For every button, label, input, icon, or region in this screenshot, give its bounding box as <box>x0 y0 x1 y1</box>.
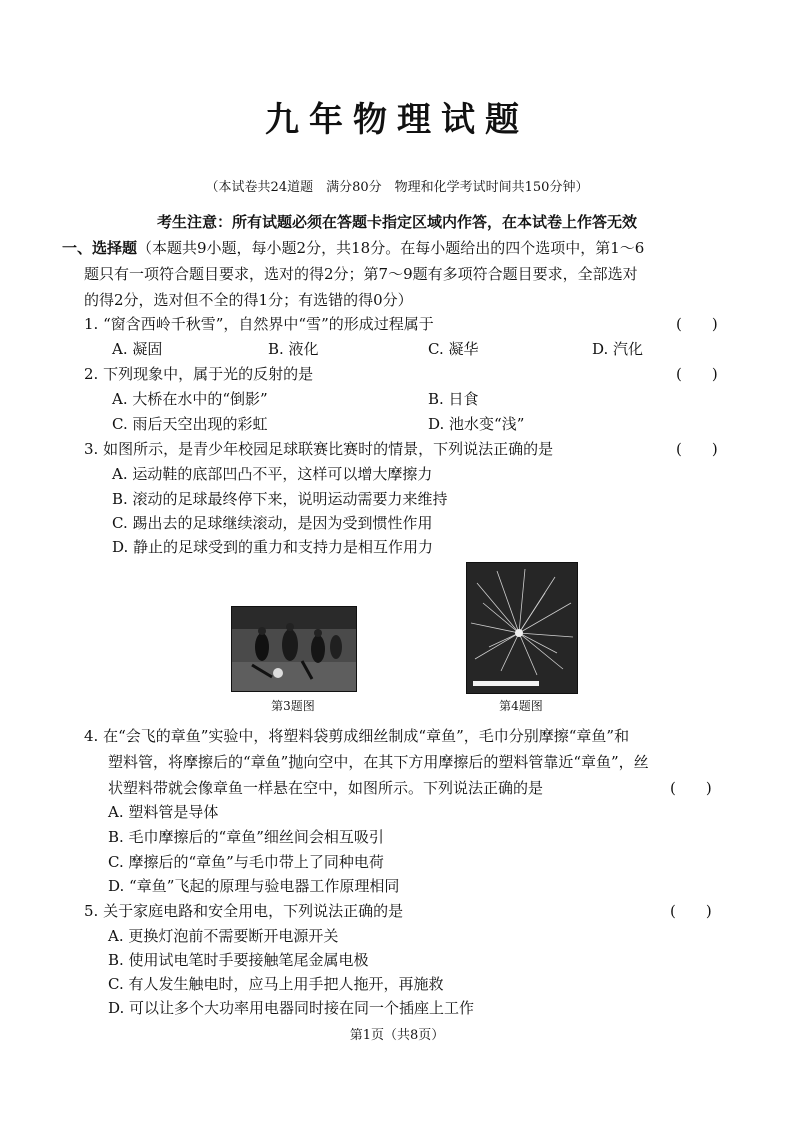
question-3-option-c: C. 踢出去的足球继续滚动，是因为受到惯性作用 <box>112 514 433 532</box>
figure-4-caption: 第4题图 <box>499 699 543 713</box>
section-label: 一、选择题 <box>62 239 138 257</box>
question-1-option-a: A. 凝固 <box>112 340 163 358</box>
question-5-option-d: D. 可以让多个大功率用电器同时接在同一个插座上工作 <box>108 999 475 1017</box>
football-match-photo <box>231 606 357 692</box>
question-5-answer-bracket: ( ) <box>670 902 712 920</box>
question-1-stem: 1. “窗含西岭千秋雪”，自然界中“雪”的形成过程属于 <box>84 315 434 333</box>
question-3-stem: 3. 如图所示，是青少年校园足球联赛比赛时的情景，下列说法正确的是 <box>84 440 554 458</box>
question-2-stem: 2. 下列现象中，属于光的反射的是 <box>84 365 314 383</box>
flying-octopus-illustration <box>467 563 577 693</box>
section-instructions-line3: 的得2分，选对但不全的得1分；有选错的得0分） <box>84 291 413 309</box>
question-4-stem-line2: 塑料管，将摩擦后的“章鱼”抛向空中，在其下方用摩擦后的塑料管靠近“章鱼”，丝 <box>108 753 649 771</box>
page-footer: 第1页（共8页） <box>349 1028 445 1043</box>
question-2-answer-bracket: ( ) <box>676 365 718 383</box>
question-4-option-c: C. 摩擦后的“章鱼”与毛巾带上了同种电荷 <box>108 853 384 871</box>
question-2-option-b: B. 日食 <box>428 390 479 408</box>
question-2-option-c: C. 雨后天空出现的彩虹 <box>112 415 268 433</box>
question-1-option-c: C. 凝华 <box>428 340 479 358</box>
question-4-option-d: D. “章鱼”飞起的原理与验电器工作原理相同 <box>108 877 400 895</box>
question-3-option-b: B. 滚动的足球最终停下来，说明运动需要力来维持 <box>112 490 448 508</box>
exam-notice: 考生注意：所有试题必须在答题卡指定区域内作答，在本试卷上作答无效 <box>156 213 637 231</box>
question-1-option-b: B. 液化 <box>268 340 319 358</box>
question-2-option-d: D. 池水变“浅” <box>428 415 525 433</box>
football-match-illustration <box>232 607 356 691</box>
section-instructions-line1: 一、选择题（本题共9小题，每小题2分，共18分。在每小题给出的四个选项中，第1～6 <box>62 239 645 257</box>
figure-3-caption: 第3题图 <box>271 699 315 713</box>
question-4-stem-line1: 4. 在“会飞的章鱼”实验中，将塑料袋剪成细丝制成“章鱼”，毛巾分别摩擦“章鱼”和 <box>84 727 630 745</box>
question-5-option-c: C. 有人发生触电时，应马上用手把人拖开，再施救 <box>108 975 444 993</box>
question-1-answer-bracket: ( ) <box>676 315 718 333</box>
question-3-option-a: A. 运动鞋的底部凹凸不平，这样可以增大摩擦力 <box>112 465 433 483</box>
exam-subtitle: （本试卷共24道题 满分80分 物理和化学考试时间共150分钟） <box>205 180 589 195</box>
question-4-option-a: A. 塑料管是导体 <box>108 803 219 821</box>
question-4-answer-bracket: ( ) <box>670 779 712 797</box>
exam-title: 九年物理试题 <box>265 100 529 140</box>
question-4-option-b: B. 毛巾摩擦后的“章鱼”细丝间会相互吸引 <box>108 828 384 846</box>
question-4-stem-line3: 状塑料带就会像章鱼一样悬在空中，如图所示。下列说法正确的是 <box>108 779 544 797</box>
question-2-option-a: A. 大桥在水中的“倒影” <box>112 390 268 408</box>
flying-octopus-photo <box>466 562 578 694</box>
question-5-option-b: B. 使用试电笔时手要接触笔尾金属电极 <box>108 951 369 969</box>
question-3-option-d: D. 静止的足球受到的重力和支持力是相互作用力 <box>112 538 434 556</box>
section-instructions-line2: 题只有一项符合题目要求，选对的得2分；第7～9题有多项符合题目要求，全部选对 <box>84 265 638 283</box>
question-1-option-d: D. 汽化 <box>592 340 644 358</box>
question-5-option-a: A. 更换灯泡前不需要断开电源开关 <box>108 927 339 945</box>
question-5-stem: 5. 关于家庭电路和安全用电，下列说法正确的是 <box>84 902 404 920</box>
question-3-answer-bracket: ( ) <box>676 440 718 458</box>
